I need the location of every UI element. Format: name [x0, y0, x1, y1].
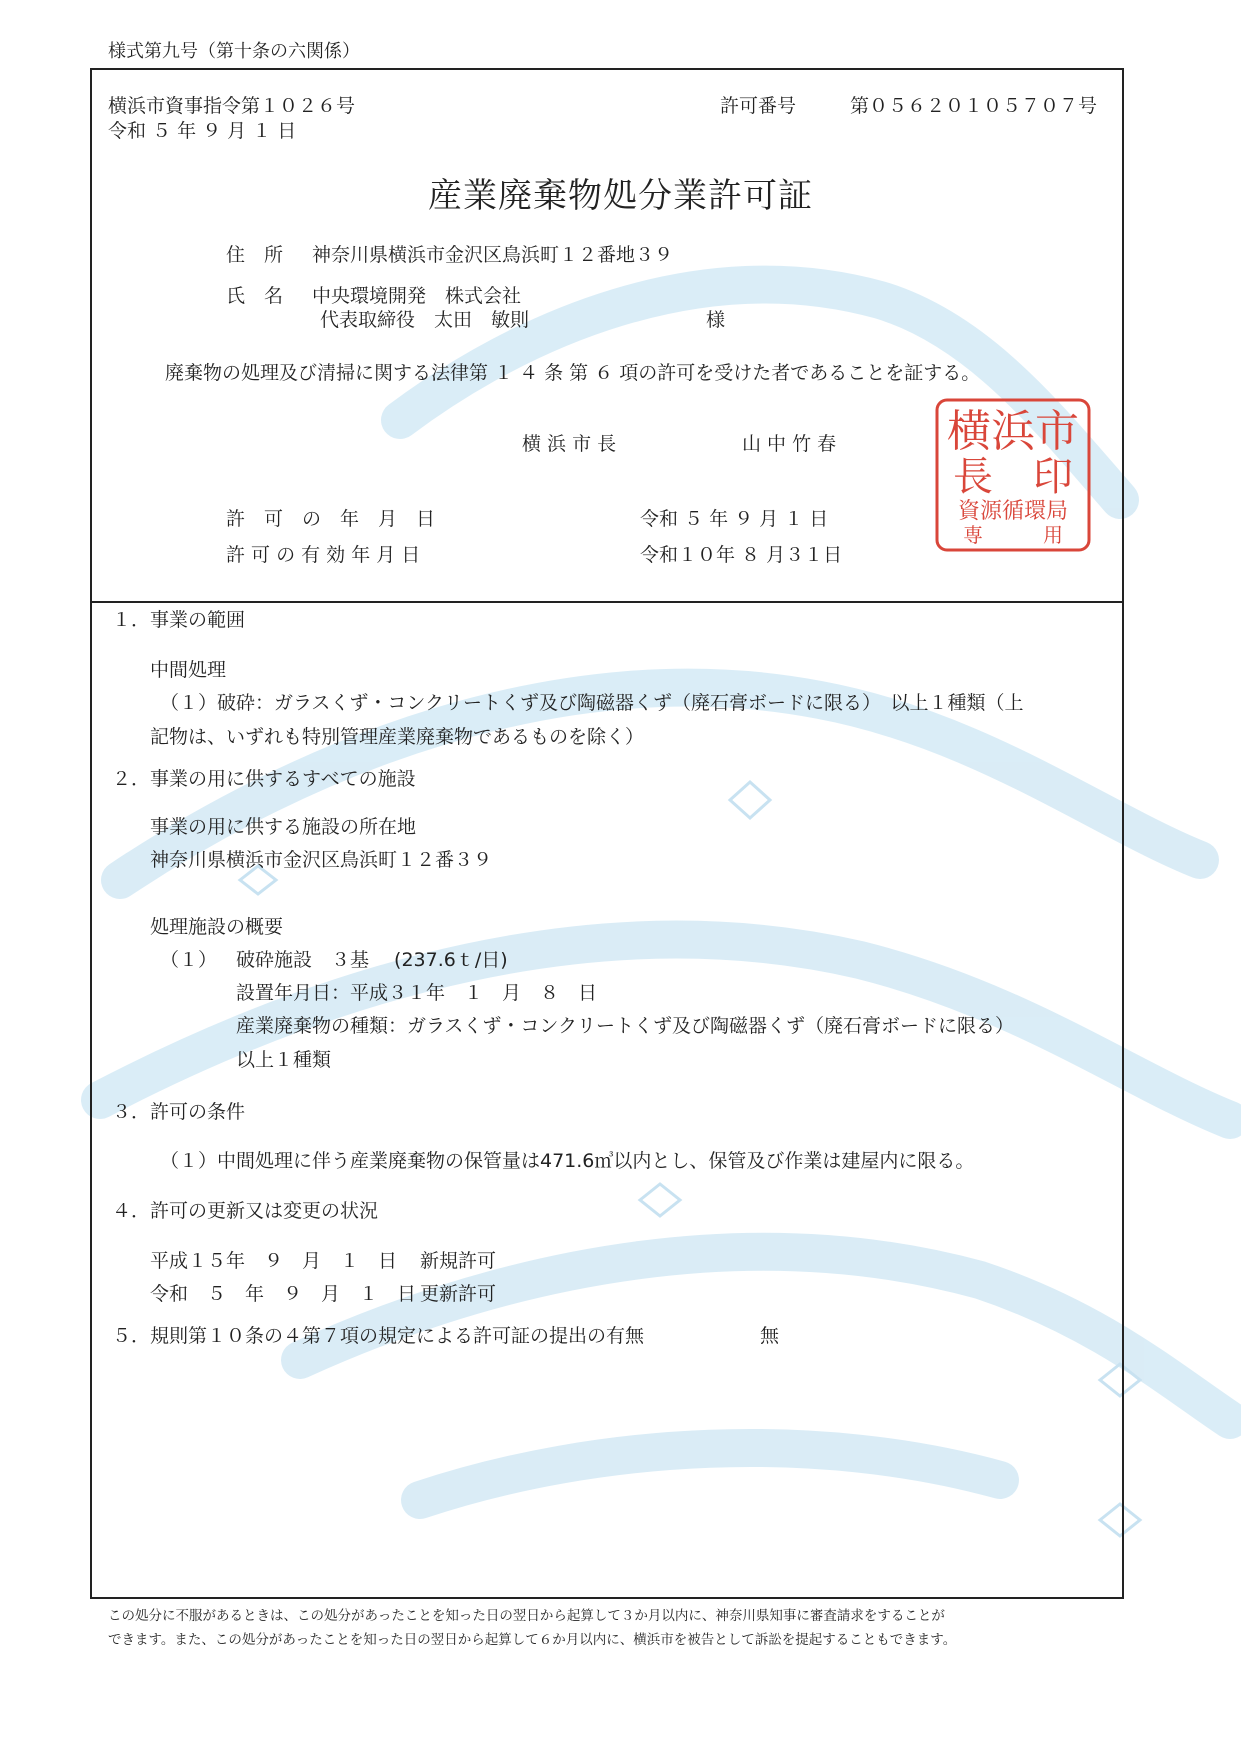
issue-date: 令和 ５ 年 ９ 月 １ 日 [108, 120, 297, 142]
official-seal [933, 396, 1093, 554]
permit-number: 第０５６２０１０５７０７号 [850, 95, 1098, 117]
facility-item-number: （１） [160, 949, 218, 971]
address-value: 神奈川県横浜市金沢区鳥浜町１２番地３９ [312, 244, 674, 266]
expiry-date: 令和１０年 ８ 月３１日 [640, 544, 843, 566]
issuer-title: 横 浜 市 長 [522, 433, 617, 455]
history-row-2-status: 更新許可 [420, 1283, 497, 1305]
footer-notice-line-2: できます。また、この処分があったことを知った日の翌日から起算して６か月以内に、横浜市を被告として訴訟を提起することもできます。 [108, 1632, 957, 1648]
issuer-name: 山 中 竹 春 [742, 433, 837, 455]
facility-waste-types: 産業廃棄物の種類：ガラスくず・コンクリートくず及び陶磁器くず（廃石膏ボードに限る） [236, 1015, 1015, 1037]
section-1-subheading: 中間処理 [150, 659, 227, 681]
footer-notice-line-1: この処分に不服があるときは、この処分があったことを知った日の翌日から起算して３か月以内に、神奈川県知事に審査請求をすることが [108, 1608, 945, 1624]
address-label: 住 所 [226, 244, 284, 266]
section-4-heading: ４．許可の更新又は変更の状況 [112, 1200, 379, 1222]
section-2-heading: ２．事業の用に供するすべての施設 [112, 768, 416, 790]
permit-date: 令和 ５ 年 ９ 月 １ 日 [640, 508, 829, 530]
seal-line-3: 資源循環局 [957, 499, 1069, 524]
seal-line-4: 専 用 [963, 523, 1063, 547]
section-1-item-line-1: （１）破砕：ガラスくず・コンクリートくず及び陶磁器くず（廃石膏ボードに限る） 以上１種類（上 [160, 692, 1024, 714]
section-5-heading: ５．規則第１０条の４第７項の規定による許可証の提出の有無 [112, 1325, 645, 1347]
expiry-date-label: 許 可 の 有 効 年 月 日 [226, 544, 421, 566]
company-name: 中央環境開発 株式会社 [312, 285, 522, 307]
page-title: 産業廃棄物処分業許可証 [428, 176, 813, 216]
permit-number-label: 許可番号 [720, 95, 797, 117]
seal-line-1: 横浜市 [947, 406, 1079, 457]
facility-description: 破砕施設 ３基 (237.6ｔ/日) [236, 949, 508, 971]
directive-number: 横浜市資事指令第１０２６号 [108, 95, 356, 117]
permit-date-label: 許 可 の 年 月 日 [226, 508, 436, 530]
honorific: 様 [706, 309, 726, 331]
form-label: 様式第九号（第十条の六関係） [108, 41, 360, 62]
facility-types-count: 以上１種類 [236, 1049, 332, 1071]
section-1-item-line-2: 記物は、いずれも特別管理産業廃棄物であるものを除く） [150, 726, 645, 748]
representative-name: 代表取締役 太田 敏則 [320, 309, 530, 331]
seal-line-2: 長 印 [953, 454, 1073, 500]
name-label: 氏 名 [226, 285, 284, 307]
certification-text: 廃棄物の処理及び清掃に関する法律第 １ ４ 条 第 ６ 項の許可を受けた者であることを証する。 [165, 362, 981, 384]
history-row-1-date: 平成１５年 ９ 月 １ 日 [150, 1250, 398, 1272]
history-row-2-date: 令和 ５ 年 ９ 月 １ 日 [150, 1283, 417, 1305]
section-1-heading: １．事業の範囲 [112, 609, 246, 631]
facility-location-label: 事業の用に供する施設の所在地 [150, 816, 417, 838]
condition-item: （１）中間処理に伴う産業廃棄物の保管量は471.6㎥以内とし、保管及び作業は建屋内に限る。 [160, 1150, 975, 1172]
facility-location: 神奈川県横浜市金沢区鳥浜町１２番３９ [150, 849, 493, 871]
submission-value: 無 [760, 1325, 780, 1347]
facility-overview-label: 処理施設の概要 [150, 916, 284, 938]
facility-installed-date: 設置年月日：平成３１年 １ 月 ８ 日 [236, 982, 598, 1004]
details-frame [90, 601, 1124, 1599]
history-row-1-status: 新規許可 [420, 1250, 497, 1272]
section-3-heading: ３．許可の条件 [112, 1101, 246, 1123]
